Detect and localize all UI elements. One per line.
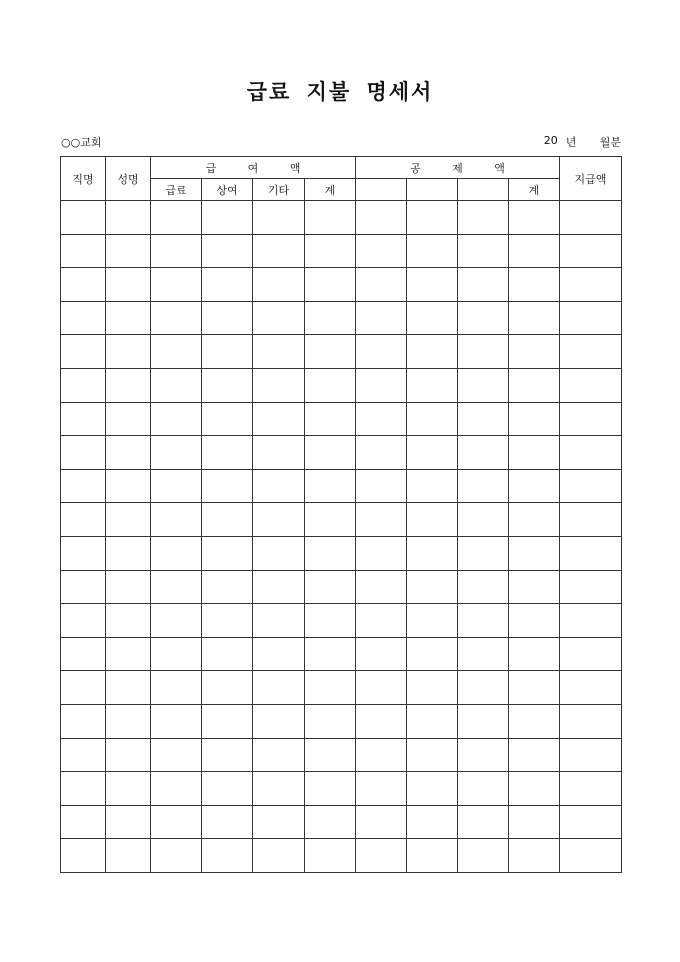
- cell-deduction-2[interactable]: [407, 268, 458, 302]
- cell-name[interactable]: [106, 368, 151, 402]
- cell-pay-total[interactable]: [305, 268, 356, 302]
- cell-pay-bonus[interactable]: [202, 570, 253, 604]
- cell-deduction-3[interactable]: [458, 268, 509, 302]
- cell-pay-bonus[interactable]: [202, 503, 253, 537]
- table-row: [61, 671, 622, 705]
- table-row: [61, 772, 622, 806]
- cell-deduction-2[interactable]: [407, 671, 458, 705]
- cell-deduction-2[interactable]: [407, 402, 458, 436]
- cell-net-pay[interactable]: [560, 671, 622, 705]
- cell-net-pay[interactable]: [560, 738, 622, 772]
- cell-deduction-3[interactable]: [458, 704, 509, 738]
- cell-pay-total[interactable]: [305, 637, 356, 671]
- cell-deduction-2[interactable]: [407, 772, 458, 806]
- cell-deduction-1[interactable]: [356, 436, 407, 470]
- cell-pay-bonus[interactable]: [202, 604, 253, 638]
- cell-deduction-total[interactable]: [509, 738, 560, 772]
- cell-net-pay[interactable]: [560, 268, 622, 302]
- cell-net-pay[interactable]: [560, 402, 622, 436]
- cell-deduction-1[interactable]: [356, 368, 407, 402]
- cell-pay-other[interactable]: [253, 368, 305, 402]
- table-row: [61, 604, 622, 638]
- cell-position[interactable]: [61, 234, 106, 268]
- cell-deduction-1[interactable]: [356, 536, 407, 570]
- cell-net-pay[interactable]: [560, 234, 622, 268]
- cell-pay-other[interactable]: [253, 201, 305, 235]
- cell-deduction-1[interactable]: [356, 469, 407, 503]
- cell-net-pay[interactable]: [560, 772, 622, 806]
- cell-deduction-2[interactable]: [407, 301, 458, 335]
- cell-deduction-1[interactable]: [356, 671, 407, 705]
- cell-deduction-1[interactable]: [356, 335, 407, 369]
- cell-pay-other[interactable]: [253, 469, 305, 503]
- cell-pay-other[interactable]: [253, 772, 305, 806]
- cell-name[interactable]: [106, 268, 151, 302]
- table-row: [61, 805, 622, 839]
- cell-pay-bonus[interactable]: [202, 469, 253, 503]
- cell-net-pay[interactable]: [560, 536, 622, 570]
- cell-net-pay[interactable]: [560, 839, 622, 873]
- cell-pay-total[interactable]: [305, 772, 356, 806]
- cell-pay-other[interactable]: [253, 604, 305, 638]
- cell-net-pay[interactable]: [560, 503, 622, 537]
- cell-pay-other[interactable]: [253, 436, 305, 470]
- cell-pay-total[interactable]: [305, 671, 356, 705]
- cell-pay-salary[interactable]: [151, 469, 202, 503]
- cell-deduction-3[interactable]: [458, 503, 509, 537]
- cell-deduction-3[interactable]: [458, 738, 509, 772]
- cell-deduction-3[interactable]: [458, 671, 509, 705]
- cell-deduction-1[interactable]: [356, 772, 407, 806]
- cell-pay-salary[interactable]: [151, 201, 202, 235]
- cell-deduction-1[interactable]: [356, 839, 407, 873]
- cell-position[interactable]: [61, 268, 106, 302]
- table-row: [61, 738, 622, 772]
- cell-deduction-total[interactable]: [509, 772, 560, 806]
- cell-pay-salary[interactable]: [151, 368, 202, 402]
- cell-pay-bonus[interactable]: [202, 268, 253, 302]
- cell-name[interactable]: [106, 234, 151, 268]
- cell-deduction-3[interactable]: [458, 436, 509, 470]
- cell-pay-bonus[interactable]: [202, 536, 253, 570]
- cell-net-pay[interactable]: [560, 201, 622, 235]
- cell-deduction-1[interactable]: [356, 805, 407, 839]
- cell-deduction-2[interactable]: [407, 368, 458, 402]
- cell-position[interactable]: [61, 772, 106, 806]
- cell-name[interactable]: [106, 201, 151, 235]
- header-pay-group-label: 급 여 액: [205, 161, 315, 175]
- cell-name[interactable]: [106, 335, 151, 369]
- header-pay-group: [151, 157, 356, 179]
- cell-position[interactable]: [61, 805, 106, 839]
- header-pay-salary: 급료: [151, 179, 202, 201]
- cell-pay-total[interactable]: [305, 402, 356, 436]
- table-row: [61, 503, 622, 537]
- cell-position[interactable]: [61, 201, 106, 235]
- header-deduction-3: [458, 179, 509, 201]
- cell-name[interactable]: [106, 671, 151, 705]
- cell-net-pay[interactable]: [560, 570, 622, 604]
- cell-pay-other[interactable]: [253, 335, 305, 369]
- cell-pay-bonus[interactable]: [202, 704, 253, 738]
- cell-pay-other[interactable]: [253, 503, 305, 537]
- cell-name[interactable]: [106, 704, 151, 738]
- cell-pay-salary[interactable]: [151, 402, 202, 436]
- cell-pay-bonus[interactable]: [202, 772, 253, 806]
- cell-pay-total[interactable]: [305, 839, 356, 873]
- cell-pay-total[interactable]: [305, 738, 356, 772]
- cell-deduction-2[interactable]: [407, 805, 458, 839]
- cell-pay-other[interactable]: [253, 402, 305, 436]
- cell-pay-other[interactable]: [253, 234, 305, 268]
- cell-pay-other[interactable]: [253, 704, 305, 738]
- cell-deduction-2[interactable]: [407, 570, 458, 604]
- cell-pay-salary[interactable]: [151, 738, 202, 772]
- payroll-rows: [61, 201, 622, 873]
- cell-deduction-1[interactable]: [356, 604, 407, 638]
- cell-position[interactable]: [61, 536, 106, 570]
- cell-deduction-2[interactable]: [407, 704, 458, 738]
- cell-net-pay[interactable]: [560, 604, 622, 638]
- church-name-label: ○○교회: [61, 136, 102, 149]
- cell-deduction-2[interactable]: [407, 503, 458, 537]
- cell-deduction-2[interactable]: [407, 234, 458, 268]
- cell-pay-bonus[interactable]: [202, 738, 253, 772]
- cell-pay-total[interactable]: [305, 234, 356, 268]
- cell-deduction-1[interactable]: [356, 201, 407, 235]
- cell-deduction-2[interactable]: [407, 201, 458, 235]
- cell-pay-bonus[interactable]: [202, 301, 253, 335]
- cell-deduction-3[interactable]: [458, 402, 509, 436]
- cell-pay-other[interactable]: [253, 671, 305, 705]
- cell-pay-salary[interactable]: [151, 671, 202, 705]
- table-row: [61, 704, 622, 738]
- cell-pay-salary[interactable]: [151, 839, 202, 873]
- cell-net-pay[interactable]: [560, 805, 622, 839]
- cell-deduction-3[interactable]: [458, 604, 509, 638]
- cell-pay-salary[interactable]: [151, 805, 202, 839]
- table-row: [61, 268, 622, 302]
- cell-deduction-3[interactable]: [458, 536, 509, 570]
- cell-position[interactable]: [61, 469, 106, 503]
- cell-pay-salary[interactable]: [151, 503, 202, 537]
- cell-deduction-total[interactable]: [509, 469, 560, 503]
- cell-pay-bonus[interactable]: [202, 201, 253, 235]
- cell-deduction-1[interactable]: [356, 234, 407, 268]
- cell-pay-salary[interactable]: [151, 704, 202, 738]
- cell-pay-salary[interactable]: [151, 301, 202, 335]
- cell-pay-total[interactable]: [305, 805, 356, 839]
- table-row: [61, 368, 622, 402]
- cell-pay-bonus[interactable]: [202, 839, 253, 873]
- cell-deduction-2[interactable]: [407, 604, 458, 638]
- cell-deduction-1[interactable]: [356, 738, 407, 772]
- cell-net-pay[interactable]: [560, 469, 622, 503]
- cell-pay-other[interactable]: [253, 301, 305, 335]
- cell-deduction-3[interactable]: [458, 839, 509, 873]
- cell-name[interactable]: [106, 839, 151, 873]
- cell-deduction-3[interactable]: [458, 368, 509, 402]
- cell-deduction-1[interactable]: [356, 301, 407, 335]
- cell-deduction-total[interactable]: [509, 402, 560, 436]
- cell-position[interactable]: [61, 570, 106, 604]
- cell-net-pay[interactable]: [560, 368, 622, 402]
- cell-pay-total[interactable]: [305, 335, 356, 369]
- cell-pay-other[interactable]: [253, 536, 305, 570]
- cell-position[interactable]: [61, 368, 106, 402]
- cell-position[interactable]: [61, 436, 106, 470]
- cell-deduction-3[interactable]: [458, 570, 509, 604]
- cell-position[interactable]: [61, 839, 106, 873]
- table-row: [61, 536, 622, 570]
- cell-name[interactable]: [106, 604, 151, 638]
- document-title: 급료 지불 명세서: [246, 79, 434, 104]
- cell-deduction-total[interactable]: [509, 805, 560, 839]
- cell-deduction-total[interactable]: [509, 201, 560, 235]
- cell-pay-total[interactable]: [305, 436, 356, 470]
- cell-net-pay[interactable]: [560, 637, 622, 671]
- table-row: [61, 234, 622, 268]
- cell-pay-bonus[interactable]: [202, 368, 253, 402]
- header-pay-total: 계: [305, 179, 356, 201]
- header-deduction-group-label: 공 제 액: [410, 161, 519, 175]
- cell-deduction-total[interactable]: [509, 503, 560, 537]
- cell-name[interactable]: [106, 570, 151, 604]
- cell-deduction-3[interactable]: [458, 637, 509, 671]
- cell-deduction-1[interactable]: [356, 637, 407, 671]
- header-deduction-1: [356, 179, 407, 201]
- table-row: [61, 469, 622, 503]
- cell-deduction-total[interactable]: [509, 436, 560, 470]
- cell-pay-salary[interactable]: [151, 772, 202, 806]
- period-year-unit: 년: [565, 136, 577, 149]
- pay-period: [544, 134, 621, 150]
- cell-name[interactable]: [106, 805, 151, 839]
- period-month-unit: 월분: [599, 136, 621, 149]
- cell-deduction-total[interactable]: [509, 335, 560, 369]
- cell-name[interactable]: [106, 738, 151, 772]
- cell-net-pay[interactable]: [560, 335, 622, 369]
- cell-deduction-1[interactable]: [356, 503, 407, 537]
- cell-pay-salary[interactable]: [151, 234, 202, 268]
- cell-name[interactable]: [106, 503, 151, 537]
- cell-pay-bonus[interactable]: [202, 805, 253, 839]
- cell-deduction-1[interactable]: [356, 268, 407, 302]
- cell-deduction-2[interactable]: [407, 839, 458, 873]
- cell-deduction-1[interactable]: [356, 402, 407, 436]
- header-position: 직명: [61, 157, 106, 201]
- cell-pay-total[interactable]: [305, 368, 356, 402]
- header-name: 성명: [106, 157, 151, 201]
- cell-position[interactable]: [61, 671, 106, 705]
- cell-pay-salary[interactable]: [151, 570, 202, 604]
- cell-pay-total[interactable]: [305, 301, 356, 335]
- cell-pay-salary[interactable]: [151, 268, 202, 302]
- cell-pay-salary[interactable]: [151, 335, 202, 369]
- cell-name[interactable]: [106, 436, 151, 470]
- cell-pay-bonus[interactable]: [202, 436, 253, 470]
- cell-pay-salary[interactable]: [151, 604, 202, 638]
- table-row: [61, 301, 622, 335]
- cell-deduction-total[interactable]: [509, 301, 560, 335]
- cell-pay-salary[interactable]: [151, 637, 202, 671]
- header-pay-bonus: 상여: [202, 179, 253, 201]
- cell-deduction-total[interactable]: [509, 839, 560, 873]
- table-row: [61, 335, 622, 369]
- header-deduction-group: [356, 157, 560, 179]
- cell-deduction-total[interactable]: [509, 536, 560, 570]
- header-pay-other: 기타: [253, 179, 305, 201]
- table-row: [61, 402, 622, 436]
- cell-net-pay[interactable]: [560, 436, 622, 470]
- table-row: [61, 436, 622, 470]
- table-row: [61, 201, 622, 235]
- cell-position[interactable]: [61, 503, 106, 537]
- cell-pay-salary[interactable]: [151, 436, 202, 470]
- cell-pay-bonus[interactable]: [202, 402, 253, 436]
- cell-pay-total[interactable]: [305, 704, 356, 738]
- header-deduction-total: 계: [509, 179, 560, 201]
- cell-pay-bonus[interactable]: [202, 335, 253, 369]
- cell-deduction-2[interactable]: [407, 469, 458, 503]
- cell-deduction-3[interactable]: [458, 201, 509, 235]
- cell-name[interactable]: [106, 772, 151, 806]
- cell-net-pay[interactable]: [560, 301, 622, 335]
- cell-pay-other[interactable]: [253, 738, 305, 772]
- cell-deduction-3[interactable]: [458, 301, 509, 335]
- cell-deduction-3[interactable]: [458, 772, 509, 806]
- cell-pay-total[interactable]: [305, 536, 356, 570]
- cell-pay-other[interactable]: [253, 570, 305, 604]
- cell-pay-bonus[interactable]: [202, 671, 253, 705]
- cell-name[interactable]: [106, 469, 151, 503]
- cell-deduction-total[interactable]: [509, 268, 560, 302]
- cell-deduction-total[interactable]: [509, 704, 560, 738]
- cell-deduction-total[interactable]: [509, 671, 560, 705]
- period-year: 20: [543, 134, 558, 147]
- cell-deduction-total[interactable]: [509, 368, 560, 402]
- cell-net-pay[interactable]: [560, 704, 622, 738]
- cell-pay-total[interactable]: [305, 570, 356, 604]
- cell-pay-other[interactable]: [253, 268, 305, 302]
- table-row: [61, 637, 622, 671]
- cell-pay-salary[interactable]: [151, 536, 202, 570]
- cell-deduction-3[interactable]: [458, 335, 509, 369]
- cell-position[interactable]: [61, 301, 106, 335]
- cell-deduction-3[interactable]: [458, 234, 509, 268]
- cell-position[interactable]: [61, 637, 106, 671]
- cell-deduction-1[interactable]: [356, 570, 407, 604]
- cell-pay-other[interactable]: [253, 637, 305, 671]
- cell-deduction-2[interactable]: [407, 536, 458, 570]
- cell-deduction-total[interactable]: [509, 234, 560, 268]
- cell-name[interactable]: [106, 402, 151, 436]
- cell-pay-other[interactable]: [253, 839, 305, 873]
- cell-deduction-2[interactable]: [407, 436, 458, 470]
- cell-pay-bonus[interactable]: [202, 637, 253, 671]
- cell-position[interactable]: [61, 335, 106, 369]
- table-row: [61, 570, 622, 604]
- header-deduction-2: [407, 179, 458, 201]
- cell-position[interactable]: [61, 604, 106, 638]
- cell-deduction-3[interactable]: [458, 469, 509, 503]
- cell-name[interactable]: [106, 637, 151, 671]
- cell-pay-total[interactable]: [305, 503, 356, 537]
- cell-position[interactable]: [61, 704, 106, 738]
- cell-deduction-total[interactable]: [509, 637, 560, 671]
- cell-pay-bonus[interactable]: [202, 234, 253, 268]
- cell-deduction-2[interactable]: [407, 335, 458, 369]
- payroll-table: [60, 156, 622, 873]
- cell-deduction-3[interactable]: [458, 805, 509, 839]
- cell-name[interactable]: [106, 536, 151, 570]
- cell-pay-total[interactable]: [305, 469, 356, 503]
- cell-pay-other[interactable]: [253, 805, 305, 839]
- cell-deduction-total[interactable]: [509, 570, 560, 604]
- cell-pay-total[interactable]: [305, 604, 356, 638]
- table-row: [61, 839, 622, 873]
- cell-deduction-1[interactable]: [356, 704, 407, 738]
- cell-deduction-2[interactable]: [407, 738, 458, 772]
- header-net-pay: 지급액: [560, 157, 622, 201]
- cell-deduction-total[interactable]: [509, 604, 560, 638]
- cell-position[interactable]: [61, 402, 106, 436]
- cell-name[interactable]: [106, 301, 151, 335]
- cell-position[interactable]: [61, 738, 106, 772]
- cell-deduction-2[interactable]: [407, 637, 458, 671]
- cell-pay-total[interactable]: [305, 201, 356, 235]
